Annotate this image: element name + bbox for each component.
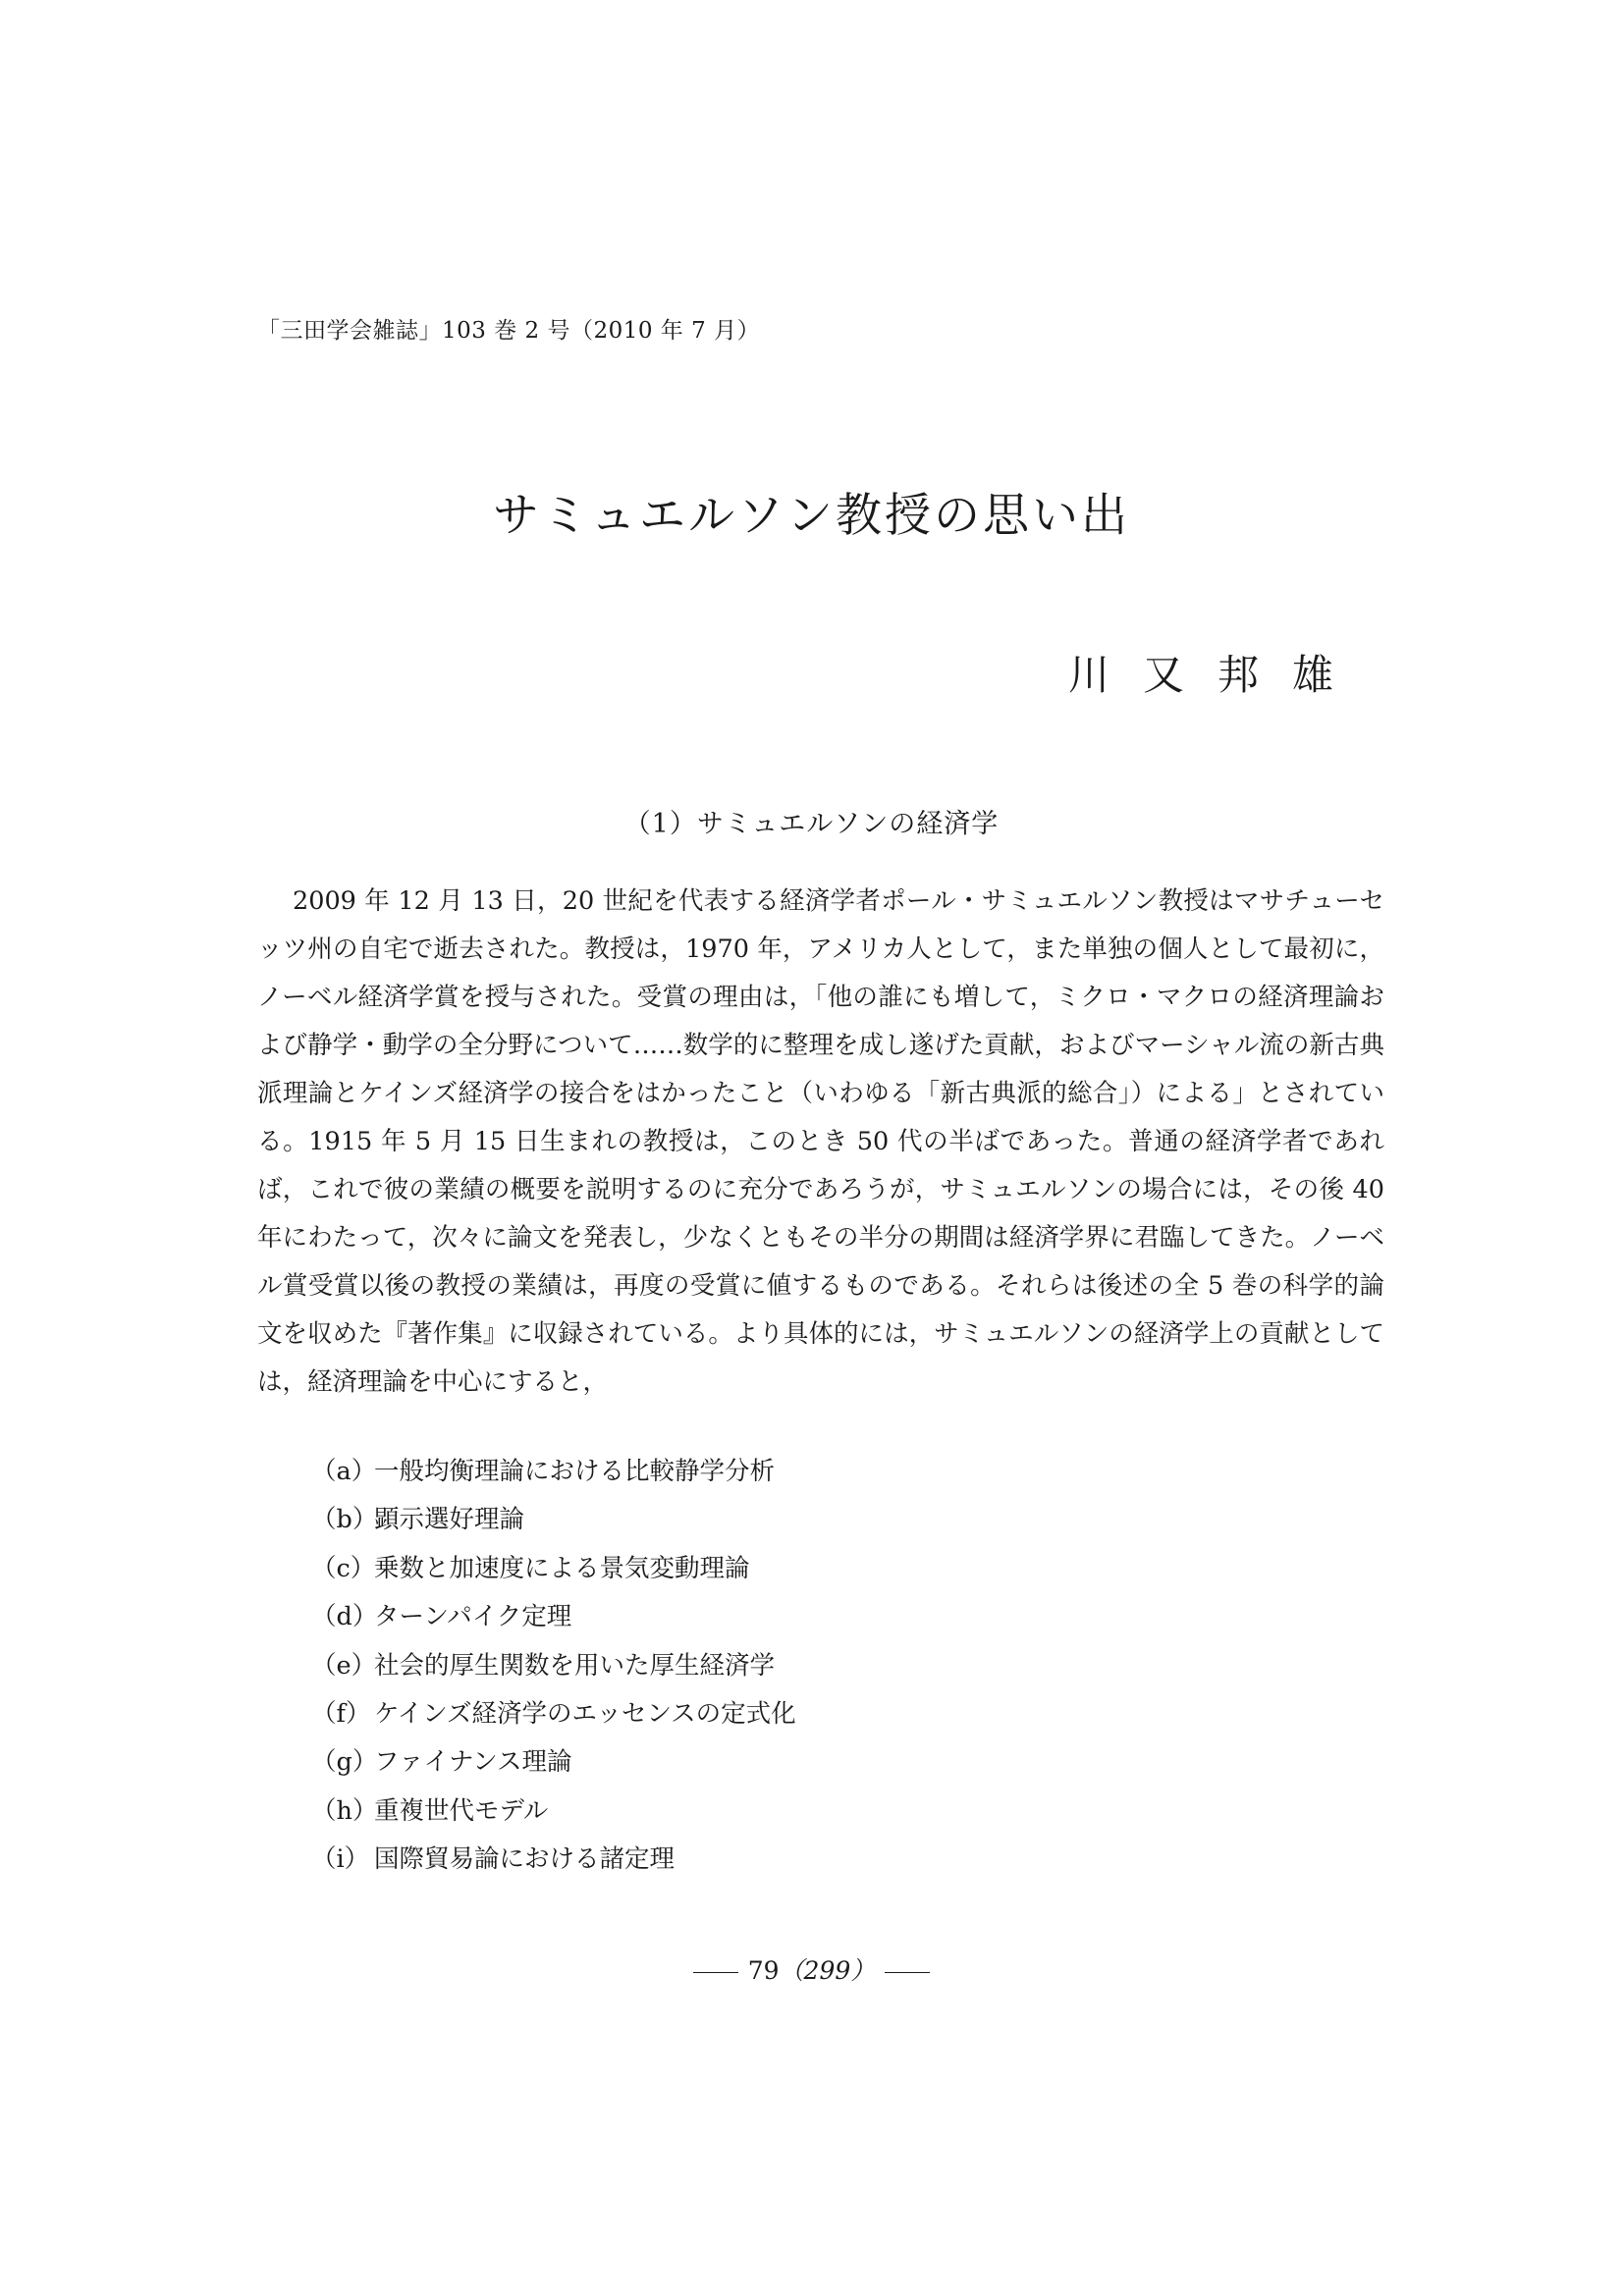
list-item — [311, 1545, 796, 1593]
list-item-label: （f） — [311, 1698, 371, 1729]
list-item — [311, 1690, 796, 1738]
journal-header: 「三田学会雑誌」103 巻 2 号（2010 年 7 月） — [257, 318, 761, 344]
footer-dash-left — [693, 1972, 738, 1973]
list-item-label: （d） — [311, 1602, 378, 1632]
list-item-label: （g） — [311, 1747, 378, 1778]
list-item-text: 国際貿易論における諸定理 — [374, 1844, 676, 1875]
list-item-label: （c） — [311, 1553, 376, 1583]
list-item-text: ケインズ経済学のエッセンスの定式化 — [374, 1698, 796, 1729]
list-item-text: 重複世代モデル — [374, 1795, 549, 1826]
author-name: 川又邦雄 — [1067, 651, 1367, 699]
footer-dash-right — [885, 1972, 930, 1973]
list-item-text: ターンパイク定理 — [374, 1602, 572, 1632]
section-heading: （1）サミュエルソンの経済学 — [623, 809, 1000, 839]
article-title: サミュエルソン教授の思い出 — [492, 489, 1131, 543]
volume-page-number: （299） — [779, 1956, 876, 1985]
list-item-label: （a） — [311, 1457, 377, 1486]
list-item-text: 乗数と加速度による景気変動理論 — [374, 1553, 750, 1583]
list-item-text: 社会的厚生関数を用いた厚生経済学 — [374, 1650, 776, 1681]
list-item-text: ファイナンス理論 — [374, 1747, 572, 1778]
list-item-label: （h） — [311, 1795, 378, 1826]
list-item — [311, 1448, 796, 1496]
list-item-text: 一般均衡理論における比較静学分析 — [374, 1457, 776, 1486]
list-item-label: （i） — [311, 1844, 370, 1875]
list-item — [311, 1788, 796, 1836]
page-footer — [0, 1951, 1623, 1987]
contribution-list — [311, 1448, 796, 1885]
body-paragraph: 2009 年 12 月 13 日，20 世紀を代表する経済学者ポール・サミュエルソン教授はマサチューセッツ州の自宅で逝去された。教授は，1970 年，アメリカ人として，また単独の個人として最初に，ノーベル経済学賞を授与された。受賞の理由は，「他の誰にも増して，ミクロ・マクロの経済理論および静学・動学の全分野について……数学的に整理を成し遂げた貢献，およびマーシャル流の新古典派理論とケインズ経済学の接合をはかったこと（いわゆる「新古典派的総合」）による」とされている。1915 年 5 月 15 日生まれの教授は，このとき 50 代の半ばであった。普通の経済学者であれば，これで彼の業績の概要を説明するのに充分であろうが，サミュエルソンの場合には，その後 40 年にわたって，次々に論文を発表し，少なくともその半分の期間は経済学界に君臨してきた。ノーベル賞受賞以後の教授の業績は，再度の受賞に値するものである。それらは後述の全 5 巻の科学的論文を収めた『著作集』に収録されている。より具体的には，サミュエルソンの経済学上の貢献としては，経済理論を中心にすると， — [257, 886, 1384, 1397]
list-item-text: 顕示選好理論 — [374, 1505, 525, 1535]
list-item — [311, 1642, 796, 1690]
list-item — [311, 1738, 796, 1787]
list-item — [311, 1593, 796, 1641]
list-item-label: （b） — [311, 1505, 378, 1535]
list-item-label: （e） — [311, 1650, 377, 1681]
page-number: 79 — [747, 1956, 780, 1985]
list-item — [311, 1496, 796, 1544]
list-item — [311, 1836, 796, 1884]
